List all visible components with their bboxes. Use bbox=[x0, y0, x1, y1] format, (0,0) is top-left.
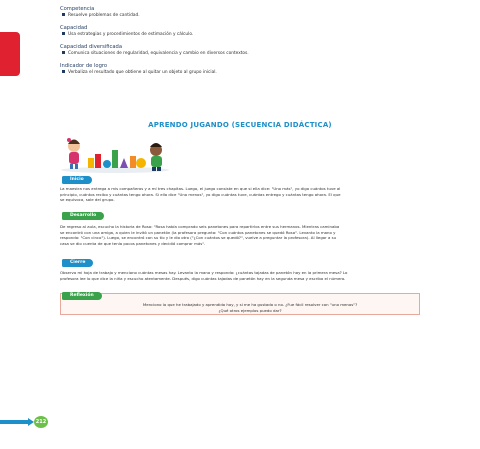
indicador-item: Verbaliza el resultado que obtiene al quitar un objeto al grupo inicial. bbox=[62, 70, 217, 75]
kids-playing-illustration bbox=[60, 130, 170, 174]
inicio-text: La maestra nos entrega a mis compañeros y a mí tres chapitas. Luego, el juego consiste en que si ella dice: "Uno más", yo digo cuántos tuve al principio, cuántos recibo y cuántas tengo ahora. Si ella dice "Uno menos", yo digo cuántas tuve, cuántas entrego y cuántas tengo ahora. El que se equivoca, sale del grupo. bbox=[60, 186, 341, 203]
reflexion-text: Menciono lo que he trabajado y aprendido hoy, y si me ha gustado o no. ¿Fue fácil resolver con "uno menos"? ¿Qué otros ejemplos puedo dar? bbox=[142, 302, 358, 313]
bullet-icon bbox=[62, 32, 65, 35]
capacidad-heading: Capacidad bbox=[60, 25, 88, 31]
competencia-heading: Competencia bbox=[60, 6, 95, 12]
page-number: 212 bbox=[34, 416, 48, 428]
capacidad-item: Usa estrategias y procedimientos de estimación y cálculo. bbox=[62, 32, 193, 37]
cierre-text: Observo mi hoja de trabajo y menciono cuántas mesas hay. Levanto la mano y respondo: ¿cuántas tajadas de panetón hay en la primera mesa? Lo profesora lee lo que dice la niña y escucho atentamente. Después, digo cuántas tajadas de panetón hay en la segunda mesa y escribo el número. bbox=[60, 270, 348, 281]
footer-bar bbox=[0, 420, 28, 424]
desarrollo-label: Desarrollo bbox=[62, 212, 104, 220]
bullet-icon bbox=[62, 13, 65, 16]
bullet-icon bbox=[62, 51, 65, 54]
inicio-label: Inicio bbox=[62, 176, 92, 184]
reflexion-label: Reflexión bbox=[62, 292, 102, 300]
capacidad-diversificada-item: Comunica situaciones de regularidad, equivalencia y cambio en diversos contextos. bbox=[62, 51, 249, 56]
cierre-label: Cierre bbox=[62, 259, 93, 267]
capacidad-diversificada-heading: Capacidad diversificada bbox=[60, 44, 123, 50]
page-title: APRENDO JUGANDO (SECUENCIA DIDÁCTICA) bbox=[148, 121, 332, 129]
side-tab bbox=[0, 32, 20, 76]
competencia-item: Resuelve problemas de cantidad. bbox=[62, 13, 140, 18]
indicador-heading: Indicador de logro bbox=[60, 63, 108, 69]
desarrollo-text: De regreso al aula, escucho la historia de Rosa: "Rosa había comprado seis panetones para repartirlos entre sus hermanos. Mientras caminaba se encontró con una amiga, a quien le invitó un panetón (la profesora pregunta: "Con cuántos panetones se quedó Rosa". Levanto la mano y respondo: "Con cinco"). Luego, se encontró con su tío y le dio otro ("¿Con cuántos se quedó?", vuelve a preguntar la profesora). Al llegar a su casa se dio cuenta de que tenía pocos panetones y decidió comprar más". bbox=[60, 224, 340, 246]
bullet-icon bbox=[62, 70, 65, 73]
